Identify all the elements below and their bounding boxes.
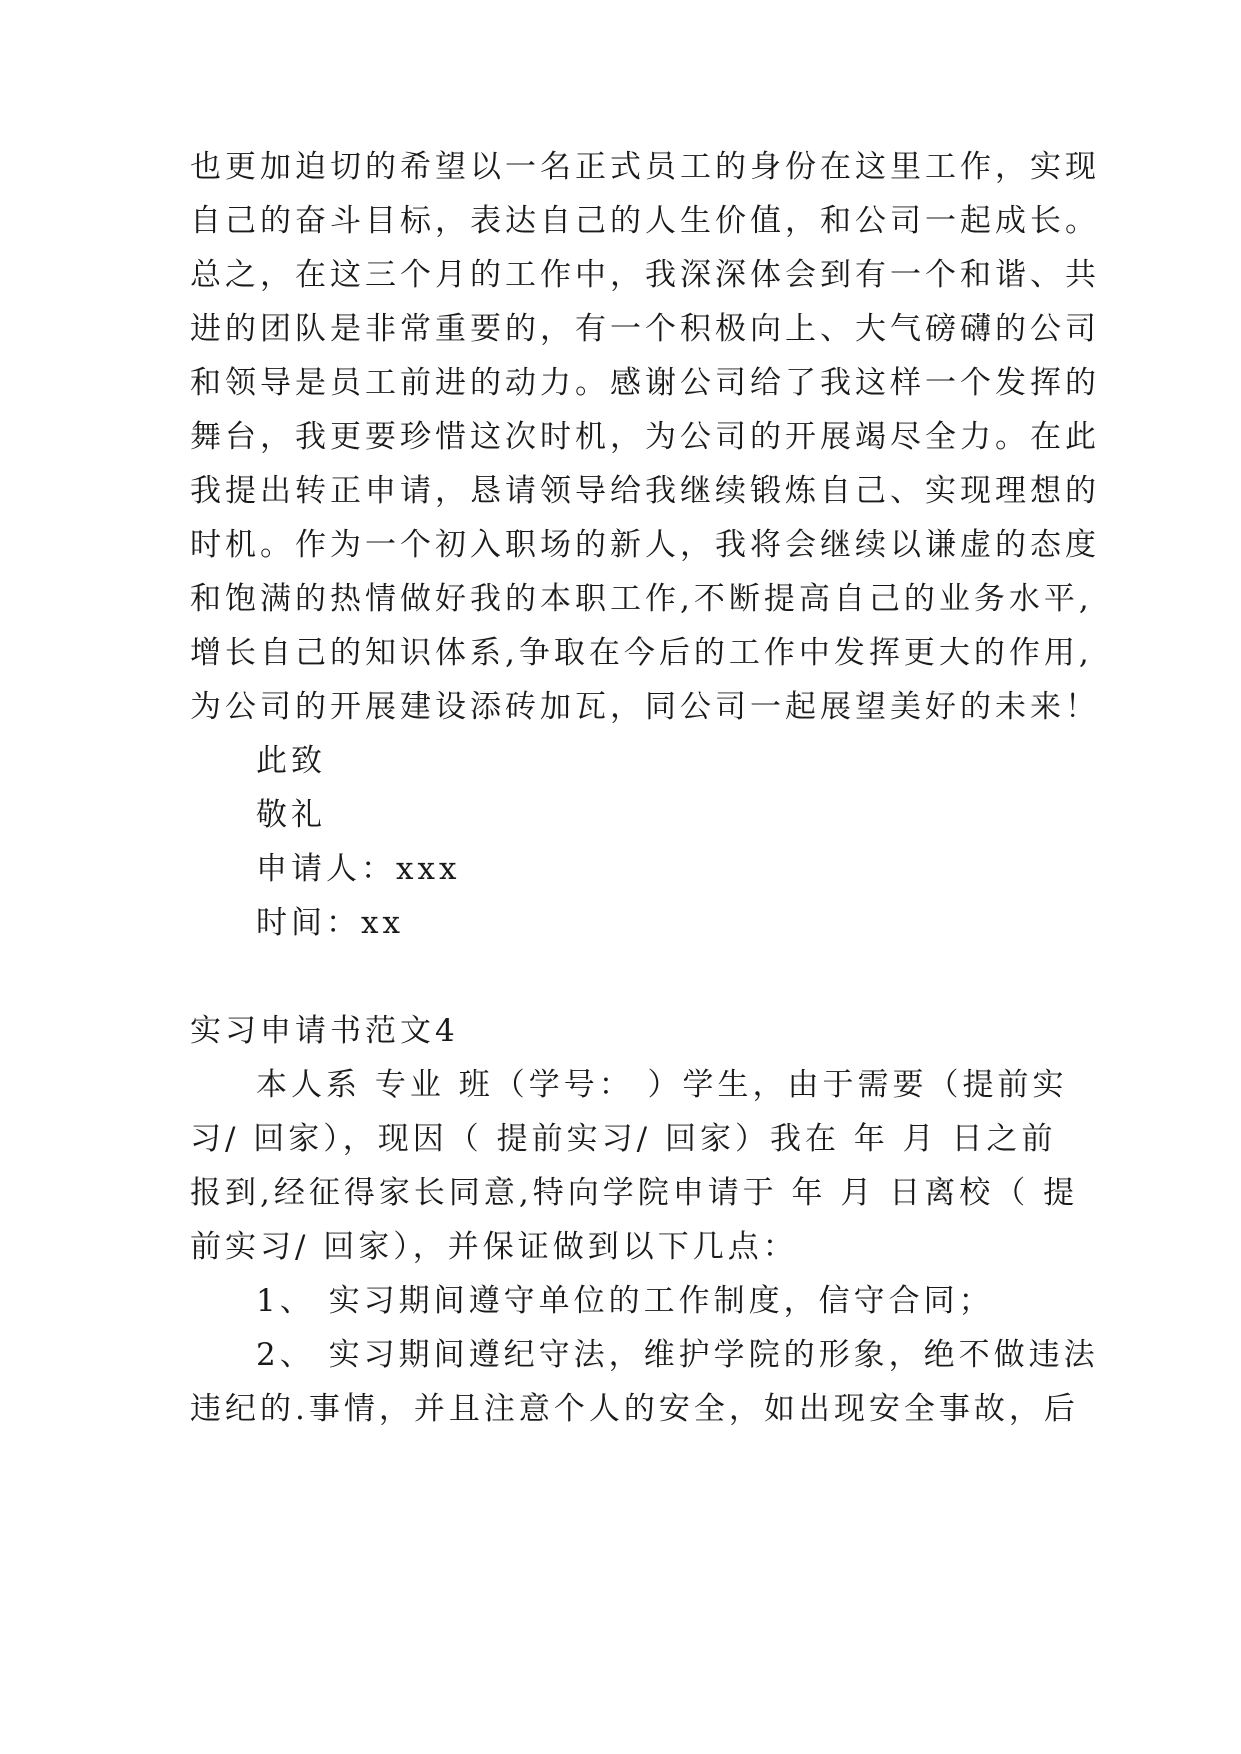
paragraph-line: 我提出转正申请，恳请领导给我继续锻炼自己、实现理想的: [190, 473, 1100, 509]
paragraph-line: 舞台，我更要珍惜这次时机，为公司的开展竭尽全力。在此: [190, 419, 1100, 455]
letter-salute: 敬礼: [256, 797, 326, 833]
applicant-signature: 申请人：xxx: [256, 851, 461, 887]
application-date: 时间：xx: [256, 905, 404, 941]
paragraph-line: 报到,经征得家长同意,特向学院申请于 年 月 日离校（ 提: [190, 1175, 1079, 1211]
letter-closing: 此致: [256, 743, 326, 779]
paragraph-line: 前实习/ 回家），并保证做到以下几点：: [190, 1229, 798, 1265]
paragraph-line: 和领导是员工前进的动力。感谢公司给了我这样一个发挥的: [190, 365, 1100, 401]
paragraph-line: 自己的奋斗目标，表达自己的人生价值，和公司一起成长。: [190, 203, 1100, 239]
paragraph-line: 和饱满的热情做好我的本职工作,不断提高自己的业务水平,: [190, 581, 1093, 617]
paragraph-line: 也更加迫切的希望以一名正式员工的身份在这里工作，实现: [190, 149, 1100, 185]
paragraph-line: 本人系 专业 班（学号： ）学生，由于需要（提前实: [256, 1067, 1068, 1103]
paragraph-line: 时机。作为一个初入职场的新人，我将会继续以谦虚的态度: [190, 527, 1100, 563]
list-item: 2、 实习期间遵纪守法，维护学院的形象，绝不做违法: [256, 1337, 1099, 1373]
paragraph-line: 为公司的开展建设添砖加瓦，同公司一起展望美好的未来！: [190, 689, 1100, 725]
section-title: 实习申请书范文4: [190, 1013, 459, 1049]
paragraph-line: 进的团队是非常重要的，有一个积极向上、大气磅礴的公司: [190, 311, 1100, 347]
paragraph-line: 总之，在这三个月的工作中，我深深体会到有一个和谐、共: [190, 257, 1100, 293]
list-item: 1、 实习期间遵守单位的工作制度，信守合同；: [256, 1283, 994, 1319]
paragraph-line: 习/ 回家），现因（ 提前实习/ 回家）我在 年 月 日之前: [190, 1121, 1057, 1157]
list-item-continuation: 违纪的.事情，并且注意个人的安全，如出现安全事故，后: [190, 1391, 1079, 1427]
paragraph-line: 增长自己的知识体系,争取在今后的工作中发挥更大的作用,: [190, 635, 1093, 671]
